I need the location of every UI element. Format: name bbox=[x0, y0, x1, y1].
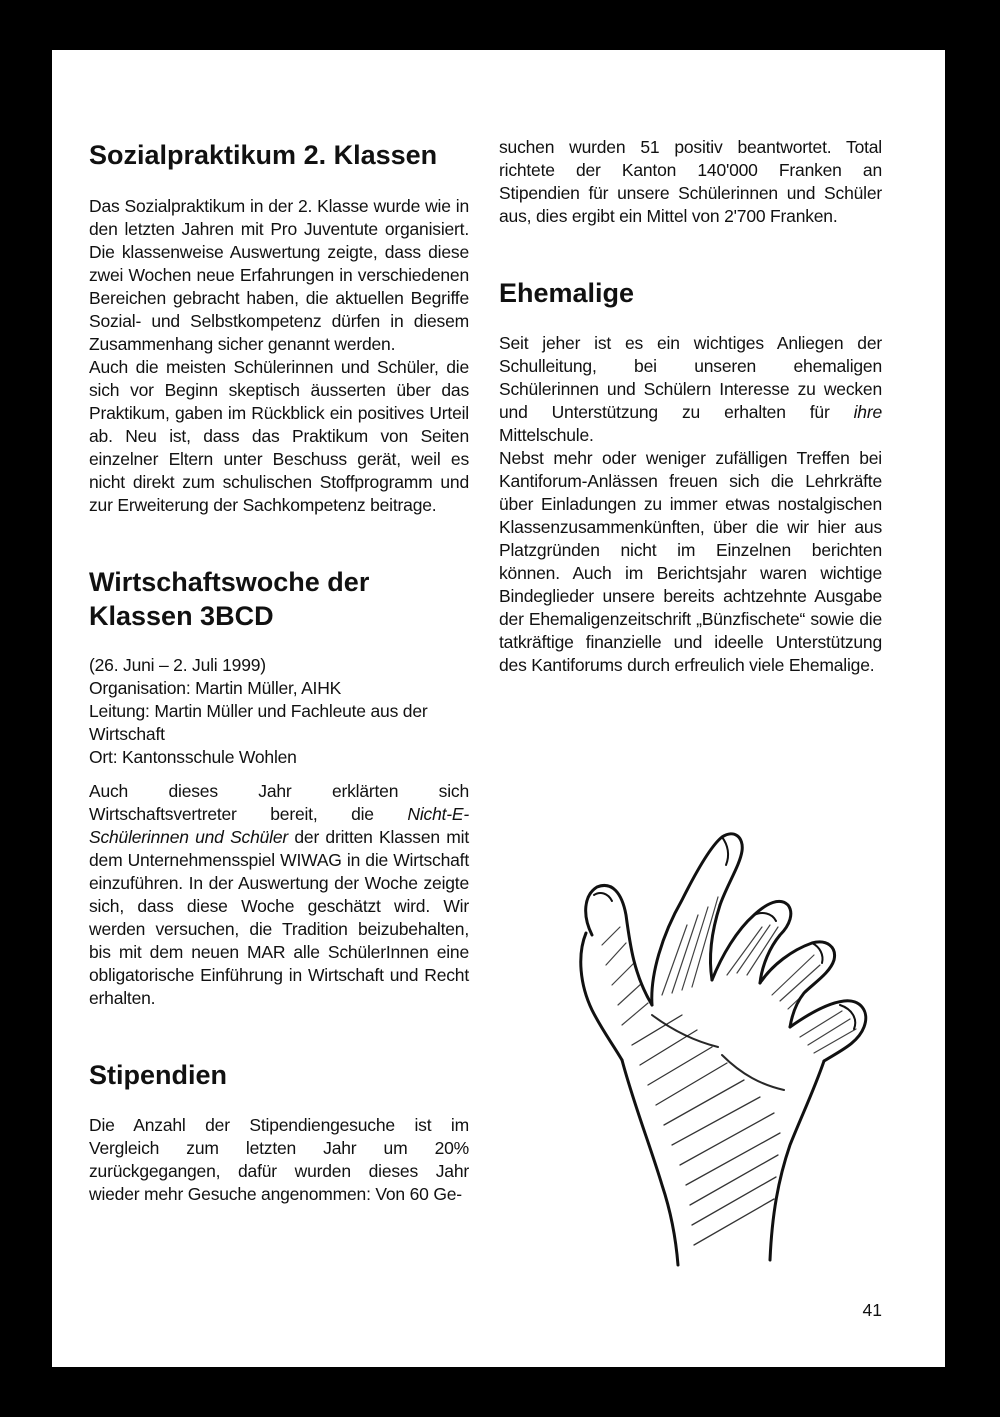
ehemalige-paragraph-2: Nebst mehr oder weniger zufälligen Treffen bei Kantiforum-Anlässen freuen sich die Lehrkräfte über Einladungen zu immer etwas nostalgischen Klassenzusammenkünften, über die wir hier aus Platzgründen nicht im Einzelnen berichten können. Auch im Berichtsjahr waren wichtige Bindeglieder unsere bereits achtzehnte Ausgabe der Ehemaligenzeitschrift „Bünzfischete“ sowie die tatkräftige finanzielle und ideelle Unterstützung des Kantiforums durch erfreulich viele Ehemalige. bbox=[499, 448, 882, 675]
wirtschaftswoche-text-end: der dritten Klassen mit dem Unternehmensspiel WIWAG in die Wirtschaft einzuführen. In der Auswertung der Woche zeigte sich, dass diese Woche geschätzt wird. Wir werden versuchen, die Tradition beizubehalten, bis mit dem neuen MAR alle SchülerInnen eine obligatorische Einführung in Wirtschaft und Recht erhalten. bbox=[89, 827, 469, 1008]
ehemalige-paragraph-1 bbox=[499, 332, 882, 447]
heading-wirtschaftswoche-line-2: Klassen 3BCD bbox=[89, 601, 274, 631]
wirtschaftswoche-leitung: Leitung: Martin Müller und Fachleute aus der Wirtschaft bbox=[89, 701, 428, 744]
sozialpraktikum-paragraph-1: Das Sozialpraktikum in der 2. Klasse wurde wie in den letzten Jahren mit Pro Juventute organisiert. Die klassenweise Auswertung zeigte, dass diese zwei Wochen neue Erfahrungen in verschiedenen Bereichen gebracht haben, die aktuellen Begriffe Sozial- und Selbstkompetenz dürfen in diesem Zusammenhang sicher genannt werden. bbox=[89, 196, 469, 354]
page-number: 41 bbox=[862, 1300, 882, 1320]
wirtschaftswoche-organisation: Organisation: Martin Müller, AIHK bbox=[89, 678, 342, 698]
right-column bbox=[499, 50, 882, 677]
sozialpraktikum-paragraph-2: Auch die meisten Schülerinnen und Schüler, die sich vor Beginn skeptisch äusserten über das Praktikum, gaben im Rückblick ein positives Urteil ab. Neu ist, dass das Praktikum von Seiten einzelner Eltern unter Beschuss gerät, weil es nicht direkt zum schulischen Stoffprogramm und zur Erweiterung der Sachkompetenz beitrage. bbox=[89, 357, 469, 515]
wirtschaftswoche-ort: Ort: Kantonsschule Wohlen bbox=[89, 747, 297, 767]
stipendien-paragraph-left: Die Anzahl der Stipendiengesuche ist im Vergleich zum letzten Jahr um 20% zurückgegangen, dafür wurden dieses Jahr wieder mehr Gesuche angenommen: Von 60 Ge- bbox=[89, 1115, 469, 1204]
heading-stipendien: Stipendien bbox=[89, 1060, 228, 1090]
ehemalige-text-start: Seit jeher ist es ein wichtiges Anliegen der Schulleitung, bei unseren ehemaligen Schülerinnen und Schülern Interesse zu wecken und Unterstützung zu erhalten für bbox=[499, 333, 882, 422]
left-column bbox=[89, 50, 469, 1206]
wirtschaftswoche-text-italic: Nicht-E-Schülerinnen und Schüler bbox=[89, 804, 469, 847]
hand-drawing bbox=[522, 815, 882, 1275]
ehemalige-text-end: Mittelschule. bbox=[499, 425, 594, 445]
heading-ehemalige: Ehemalige bbox=[499, 278, 635, 308]
ehemalige-text-italic: ihre bbox=[853, 402, 882, 422]
stipendien-paragraph-right: suchen wurden 51 positiv beantwortet. Total richtete der Kanton 140'000 Franken an Stipendien für unsere Schülerinnen und Schüler aus, dies ergibt ein Mittel von 2'700 Franken. bbox=[499, 137, 882, 226]
heading-wirtschaftswoche bbox=[89, 565, 469, 633]
wirtschaftswoche-date: (26. Juni – 2. Juli 1999) bbox=[89, 655, 266, 675]
wirtschaftswoche-paragraph bbox=[89, 780, 469, 1010]
document-page bbox=[52, 50, 945, 1367]
heading-wirtschaftswoche-line-1: Wirtschaftswoche der bbox=[89, 567, 370, 597]
heading-sozialpraktikum: Sozialpraktikum 2. Klassen bbox=[89, 140, 438, 170]
wirtschaftswoche-text-start: Auch dieses Jahr erklärten sich Wirtschaftsvertreter bereit, die bbox=[89, 781, 469, 824]
